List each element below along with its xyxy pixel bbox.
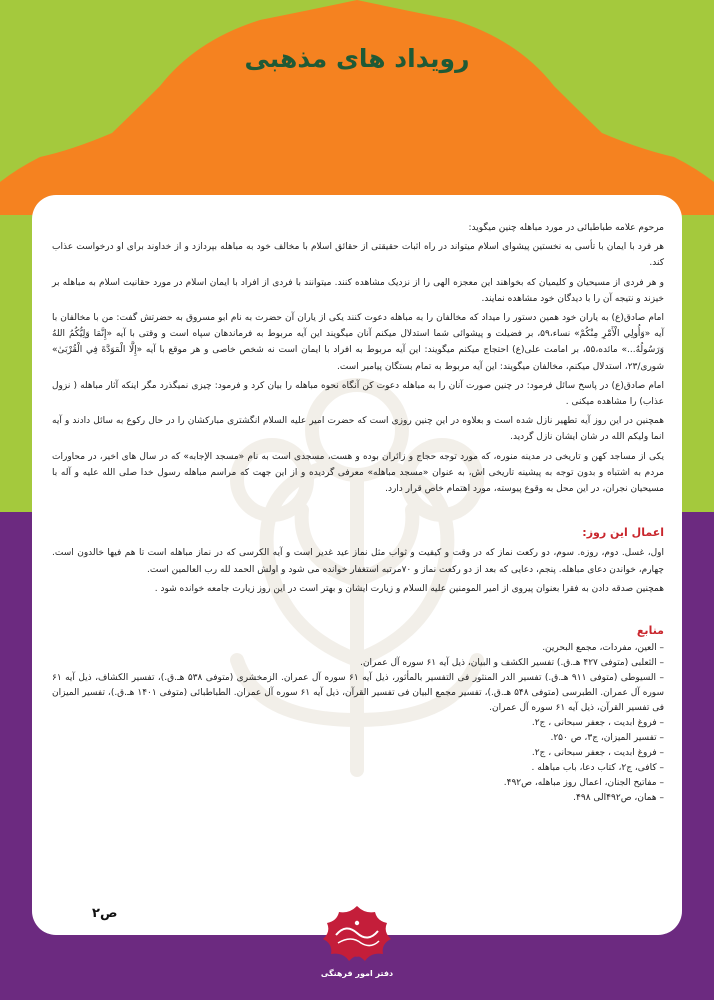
body-paragraph: یکی از مساجد کهن و تاریخی در مدینه منوره، که مورد توجه حجاج و زائران بوده و هست، مسجدی است به نام «مسجد الإجابه» که در سال های اخیر، در محاورات مردم به اشتباه و بدون توجه به پیشینه تاریخی اش، به عنوان «مسجد مباهله» معرفی گردیده و از این جهت که مراسم مباهله رسول خدا صلی الله علیه و آله با مسیحیان نجران، در این محل به وقوع پیوسته، مورد اهتمام خاص قرار دارد. — [52, 451, 664, 495]
page-number: ص۲ — [92, 906, 118, 921]
source-item: – الثعلبی (متوفی ۴۲۷ هـ.ق.) تفسیر الکشف و البیان، ذیل آیه ۶۱ سوره آل عمران. — [360, 658, 664, 669]
page-title: رویداد های مذهبی — [244, 44, 470, 73]
main-content — [52, 220, 664, 806]
body-paragraph: امام صادق(ع) در پاسخ سائل فرمود: در چنین صورت آنان را به مباهله دعوت کن آنگاه نحوه مباهله را بیان کرد و فرمود: چیزی نمیگذرد مگر اینکه آثار مباهله ( نزول عذاب) را مشاهده میکنی . — [52, 380, 664, 408]
source-item: – فروغ ابدیت ، جعفر سبحانی ، ج۲. — [531, 748, 664, 759]
source-item: – مفاتیح الجنان، اعمال روز مباهله، ص۴۹۲. — [503, 778, 664, 789]
source-item: – همان، ص۴۹۲الی ۴۹۸. — [573, 793, 664, 804]
rituals-paragraph: همچنین صدقه دادن به فقرا بعنوان پیروی از امیر المومنین علیه السلام و زیارت ایشان و بهتر است در این روز زیارت جامعه خوانده شود . — [154, 583, 664, 594]
sources-list — [52, 641, 664, 806]
body-paragraph: امام صادق(ع) به یاران خود همین دستور را میداد که مخالفان را به مباهله دعوت کنند یکی از یاران آن حضرت به نام ابو مسروق به حضرتش گفت: من با مخالفان با آیه «وَأُولِي الْأَمْرِ مِنْكُمْ» نساء،۵۹، بر فضیلت و پیشوائی شما استدلال میکنم آنان میگویند این آیه مربوط به فرماندهان سپاه است و وقتی با آیه «إِنَّمَا وَلِيُّكُمُ اللهُ وَرَسُولُهُ...» مائده،۵۵، بر امامت علی(ع) احتجاج میکنم میگویند: این آیه مربوط به افراد با ایمان است نه شخص خاصی و هر موقع با آیه «إِلَّا الْمَوَدَّةَ فِي الْقُرْبَىٰ» شوری/۲۳، استدلال میکنم، مخالفان میگویند: این آیه مربوط به تمام بستگان پیامبر است. — [52, 313, 665, 372]
body-paragraph: همچنین در این روز آیه تطهیر نازل شده است و بعلاوه در این چنین روزی است که حضرت امیر علیه السلام انگشتری مبارکشان را در حال رکوع به سائل دادند و آیه انما ولیکم الله در شان ایشان نازل گردید. — [52, 416, 664, 443]
sources-heading: منابع — [636, 624, 664, 638]
body-paragraph: هر فرد با ایمان با تأسی به نخستین پیشوای اسلام میتواند در راه اثبات حقیقتی از حقائق اسلام با مخالف خود به مباهله بپردازد و از خداوند برای او درخواست عذاب کند. — [52, 242, 664, 269]
calligraphy-logo — [316, 905, 398, 963]
source-item: – العین، مفردات، مجمع البحرین. — [542, 643, 664, 654]
source-item: – تفسیر المیزان، ج۳، ص ۲۵۰. — [550, 733, 664, 744]
source-item: – کافی، ج۲، کتاب دعا، باب مباهله . — [531, 763, 664, 774]
source-item: – فروغ ابدیت ، جعفر سبحانی ، ج۲. — [531, 718, 664, 729]
source-item: – السیوطی (متوفی ۹۱۱ هـ.ق.) تفسیر الدر المنثور فی التفسیر بالمأثور، ذیل آیه ۶۱ سوره آل عمران. الزمخشری (متوفی ۵۳۸ هـ.ق.)، تفسیر الکشاف، ذیل آیه ۶۱ سوره آل عمران. الطبرسی (متوفی ۵۴۸ هـ.ق.)، تفسیر مجمع البیان فی تفسیر القرآن، ذیل آیه ۶۱ سوره آل عمران. الطباطبائی (متوفی ۱۴۰۱ هـ.ق.)، تفسیر المیزان فی تفسیر القرآن، ذیل آیه ۶۱ سوره آل عمران. — [52, 673, 665, 714]
rituals-heading: اعمال این روز: — [582, 526, 664, 540]
intro-paragraph: مرحوم علامه طباطبائی در مورد مباهله چنین میگوید: — [468, 223, 664, 233]
body-paragraph: و هر فردی از مسیحیان و کلیمیان که بخواهند این معجزه الهی را از نزدیک مشاهده کنند. میتوانند با فردی از افراد با ایمان اسلام در مورد حقانیت اسلام به مباهله بر خیزند و نتیجه آن را با دیدگان خود مشاهده نمایند. — [52, 277, 664, 304]
rituals-paragraph: اول، غسل. دوم، روزه. سوم، دو رکعت نماز که در وقت و کیفیت و ثواب مثل نماز عید غدیر است و آیه الکرسی که در نماز مباهله است تا هم فیها خالدون است. چهارم، خواندن دعای مباهله. پنجم، دعایی که بعد از دو رکعت نماز و ۷۰مرتبه استغفار خوانده می شود و اولش الحمد لله رب العالمین است. — [52, 548, 664, 575]
office-name: دفتر امور فرهنگی — [320, 969, 394, 978]
